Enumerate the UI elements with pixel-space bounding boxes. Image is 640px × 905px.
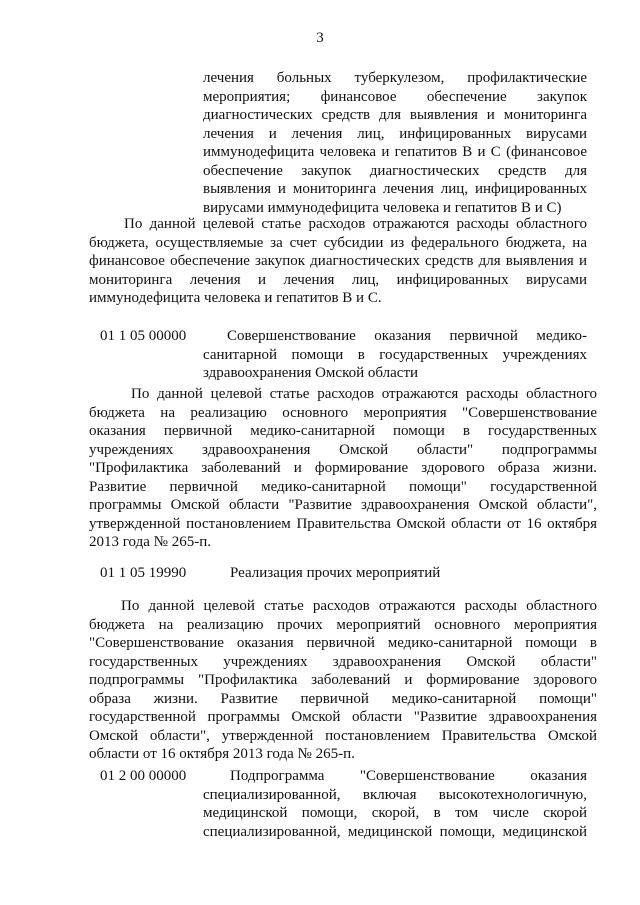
text-line: мероприятия; финансовое обеспечение закупок (203, 88, 587, 105)
text-line: "Профилактика заболеваний и формирование здорового образа жизни. (89, 460, 597, 476)
item-title: Реализация прочих мероприятий (230, 565, 441, 581)
text-line: подпрограммы "Профилактика заболеваний и формирование здорового (89, 672, 597, 688)
text-line: выявления и мониторинга лечения лиц, инфицированных (203, 181, 587, 197)
text-line: государственных учреждениях здравоохранения Омской области" (89, 653, 597, 670)
text-line: иммунодефицита человека и гепатитов В и С (финансовое (203, 144, 587, 160)
text-line: оказания первичной медико-санитарной помощи в государственных (89, 423, 597, 439)
text-line: программы Омской области "Развитие здравоохранения Омской области", (89, 497, 597, 513)
text-line: "Совершенствование оказания первичной медико-санитарной помощи в (89, 635, 597, 651)
text-line: По данной целевой статье расходов отражаются расходы областного (121, 598, 597, 614)
text-line: бюджета на реализацию основного мероприятия "Совершенствование (89, 404, 597, 421)
text-line: иммунодефицита человека и гепатитов В и С. (89, 290, 382, 306)
text-line: По данной целевой статье расходов отражаются расходы областного (124, 216, 587, 232)
intro-block (203, 69, 587, 217)
text-line: По данной целевой статье расходов отражаются расходы областного (131, 386, 597, 402)
text-line: Совершенствование оказания первичной медико- (227, 328, 587, 344)
item-title-block (203, 327, 587, 383)
text-line: обеспечение закупок диагностических средств для (203, 162, 587, 179)
item-code: 01 1 05 00000 (100, 328, 187, 344)
item-title-block (203, 767, 587, 841)
text-line: образа жизни. Развитие первичной медико-санитарной помощи" (89, 690, 597, 707)
text-line: бюджета, осуществляемые за счет субсидии из федерального бюджета, на (89, 234, 587, 251)
paragraph-3 (89, 597, 597, 764)
text-line: лечения и лечения лиц, инфицированных вирусами (203, 125, 587, 142)
item-code: 01 1 05 19990 (100, 565, 187, 581)
paragraph-2 (89, 385, 597, 552)
text-line: 2013 года № 265-п. (89, 534, 211, 550)
text-line: области от 16 октября 2013 года № 265-п. (89, 746, 355, 762)
text-line: учреждениях здравоохранения Омской области" подпрограммы (89, 441, 597, 458)
text-line: вирусами иммунодефицита человека и гепатитов В и С) (203, 199, 562, 216)
text-line: Омской области", утвержденной постановлением Правительства Омской (89, 727, 597, 744)
paragraph-1 (89, 215, 587, 308)
text-line: Развитие первичной медико-санитарной помощи" государственной (89, 478, 597, 495)
text-line: утвержденной постановлением Правительства Омской области от 16 октября (89, 515, 597, 532)
text-line: Подпрограмма "Совершенствование оказания (230, 768, 587, 784)
text-line: специализированной, включая высокотехнологичную, (203, 786, 587, 803)
text-line: диагностических средств для выявления и мониторинга (203, 107, 587, 123)
text-line: здравоохранения Омской области (203, 365, 419, 381)
text-line: бюджета на реализацию прочих мероприятий основного мероприятия (89, 616, 597, 633)
text-line: финансовое обеспечение закупок диагностических средств для выявления и (89, 253, 587, 269)
item-code: 01 2 00 00000 (100, 768, 187, 784)
text-line: специализированной, медицинской помощи, медицинской (203, 823, 587, 840)
text-line: медицинской помощи, скорой, в том числе скорой (203, 805, 587, 821)
page-number: 3 (316, 30, 324, 46)
text-line: мониторинга лечения и лечения лиц, инфицированных вирусами (89, 271, 587, 288)
text-line: лечения больных туберкулезом, профилактические (203, 70, 587, 86)
text-line: государственной программы Омской области "Развитие здравоохранения (89, 709, 597, 725)
text-line: санитарной помощи в государственных учреждениях (203, 346, 587, 363)
